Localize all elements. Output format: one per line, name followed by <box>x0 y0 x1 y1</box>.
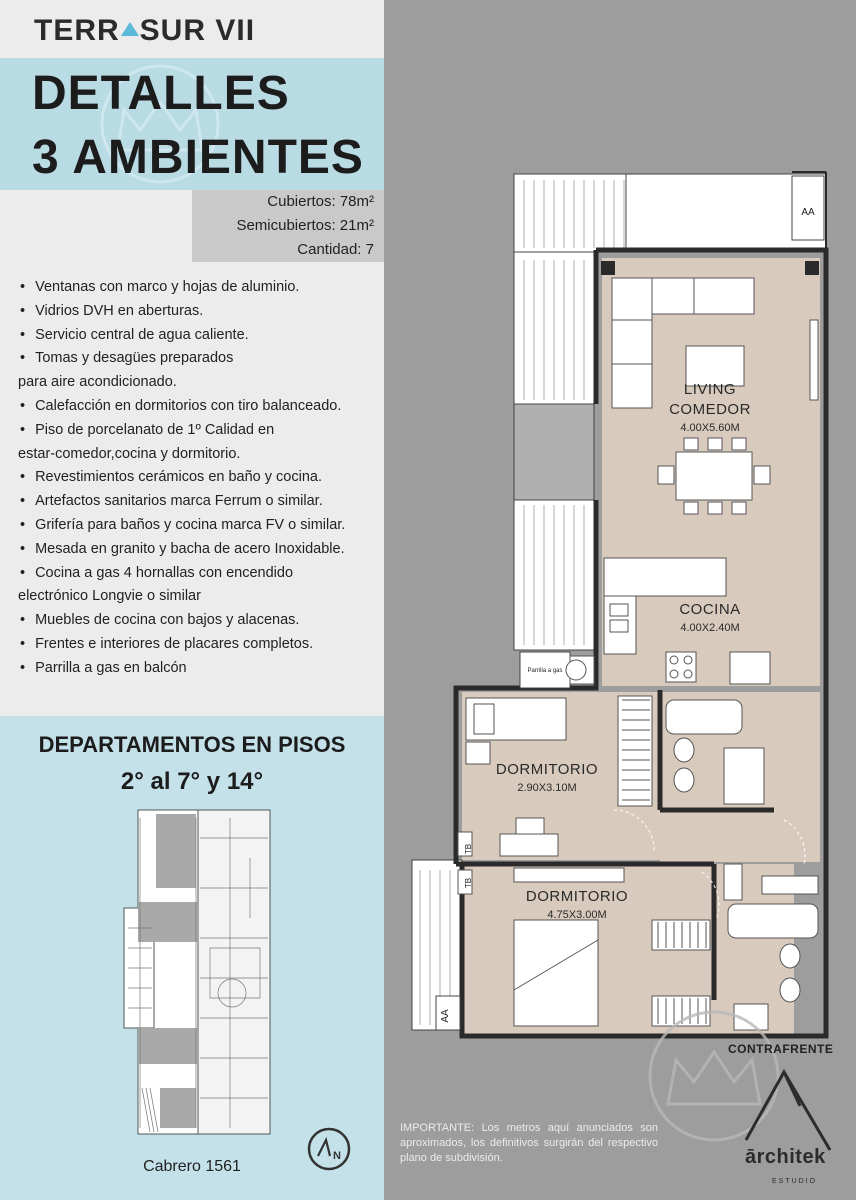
list-item: • Calefacción en dormitorios con tiro balanceado. <box>18 395 378 419</box>
list-item: • Vidrios DVH en aberturas. <box>18 300 378 324</box>
list-item: para aire acondicionado. <box>18 374 177 391</box>
floors-heading: DEPARTAMENTOS EN PISOS <box>38 732 346 757</box>
tb-label-1: TB <box>464 843 473 855</box>
contrafrente-label: CONTRAFRENTE <box>728 1042 834 1056</box>
page-title-line2: 3 AMBIENTES <box>32 131 364 184</box>
floor-plan-panel <box>384 0 856 1200</box>
apartment-floor-plan <box>384 0 856 1200</box>
tb-label-2: TB <box>464 877 473 889</box>
studio-logo: ārchitek <box>745 1146 826 1168</box>
parrilla-label: Parrilla a gas <box>527 668 563 674</box>
room-bedroom-1: DORMITORIO 2.90X3.10M <box>495 761 599 794</box>
page-title-line1: DETALLES <box>32 67 290 120</box>
room-living: LIVING COMEDOR 4.00X5.60M <box>669 381 751 434</box>
list-item: estar-comedor,cocina y dormitorio. <box>18 445 241 462</box>
list-item: • Parrilla a gas en balcón <box>18 657 378 681</box>
list-item: • Tomas y desagües preparados <box>18 347 378 371</box>
list-item: • Cocina a gas 4 hornallas con encendido <box>18 562 378 586</box>
triangle-accent-icon <box>121 22 139 36</box>
list-item: electrónico Longvie o similar <box>18 588 201 605</box>
building-section <box>0 716 384 1200</box>
features-list <box>18 276 378 681</box>
specs-box <box>192 190 384 262</box>
list-item: • Mesada en granito y bacha de acero Inoxidable. <box>18 538 378 562</box>
aa-label-bottom: AA <box>440 1009 451 1023</box>
address-label: Cabrero 1561 <box>143 1158 241 1175</box>
list-item: • Ventanas con marco y hojas de aluminio. <box>18 276 378 300</box>
spec-cantidad: Cantidad: 7 <box>297 241 374 258</box>
title-banner <box>0 58 384 190</box>
svg-text:N: N <box>333 1150 341 1162</box>
list-item: • Grifería para baños y cocina marca FV o similar. <box>18 514 378 538</box>
list-item: • Servicio central de agua caliente. <box>18 324 378 348</box>
aa-label-top: AA <box>801 207 815 218</box>
room-kitchen: COCINA 4.00X2.40M <box>679 601 741 634</box>
list-item: • Revestimientos cerámicos en baño y cocina. <box>18 466 378 490</box>
list-item: • Artefactos sanitarios marca Ferrum o similar. <box>18 490 378 514</box>
floors-subheading: 2° al 7° y 14° <box>120 768 264 795</box>
spec-semicubiertos: Semicubiertos: 21m² <box>236 217 374 234</box>
brand-logo: TERR SUR VII <box>34 14 256 47</box>
spec-cubiertos: Cubiertos: 78m² <box>267 193 374 210</box>
list-item: • Frentes e interiores de placares completos. <box>18 633 378 657</box>
room-bedroom-2: DORMITORIO 4.75X3.00M <box>525 888 629 921</box>
list-item: • Muebles de cocina con bajos y alacenas. <box>18 609 378 633</box>
balcony-top <box>514 174 626 252</box>
list-item: • Piso de porcelanato de 1º Calidad en <box>18 419 378 443</box>
studio-sublabel: ESTUDIO <box>772 1178 818 1185</box>
info-panel <box>0 0 384 1200</box>
disclaimer-text: IMPORTANTE: Los metros aquí anunciados son aproximados, los definitivos surgirán del respectivo plano de subdivisión. <box>400 1122 658 1164</box>
